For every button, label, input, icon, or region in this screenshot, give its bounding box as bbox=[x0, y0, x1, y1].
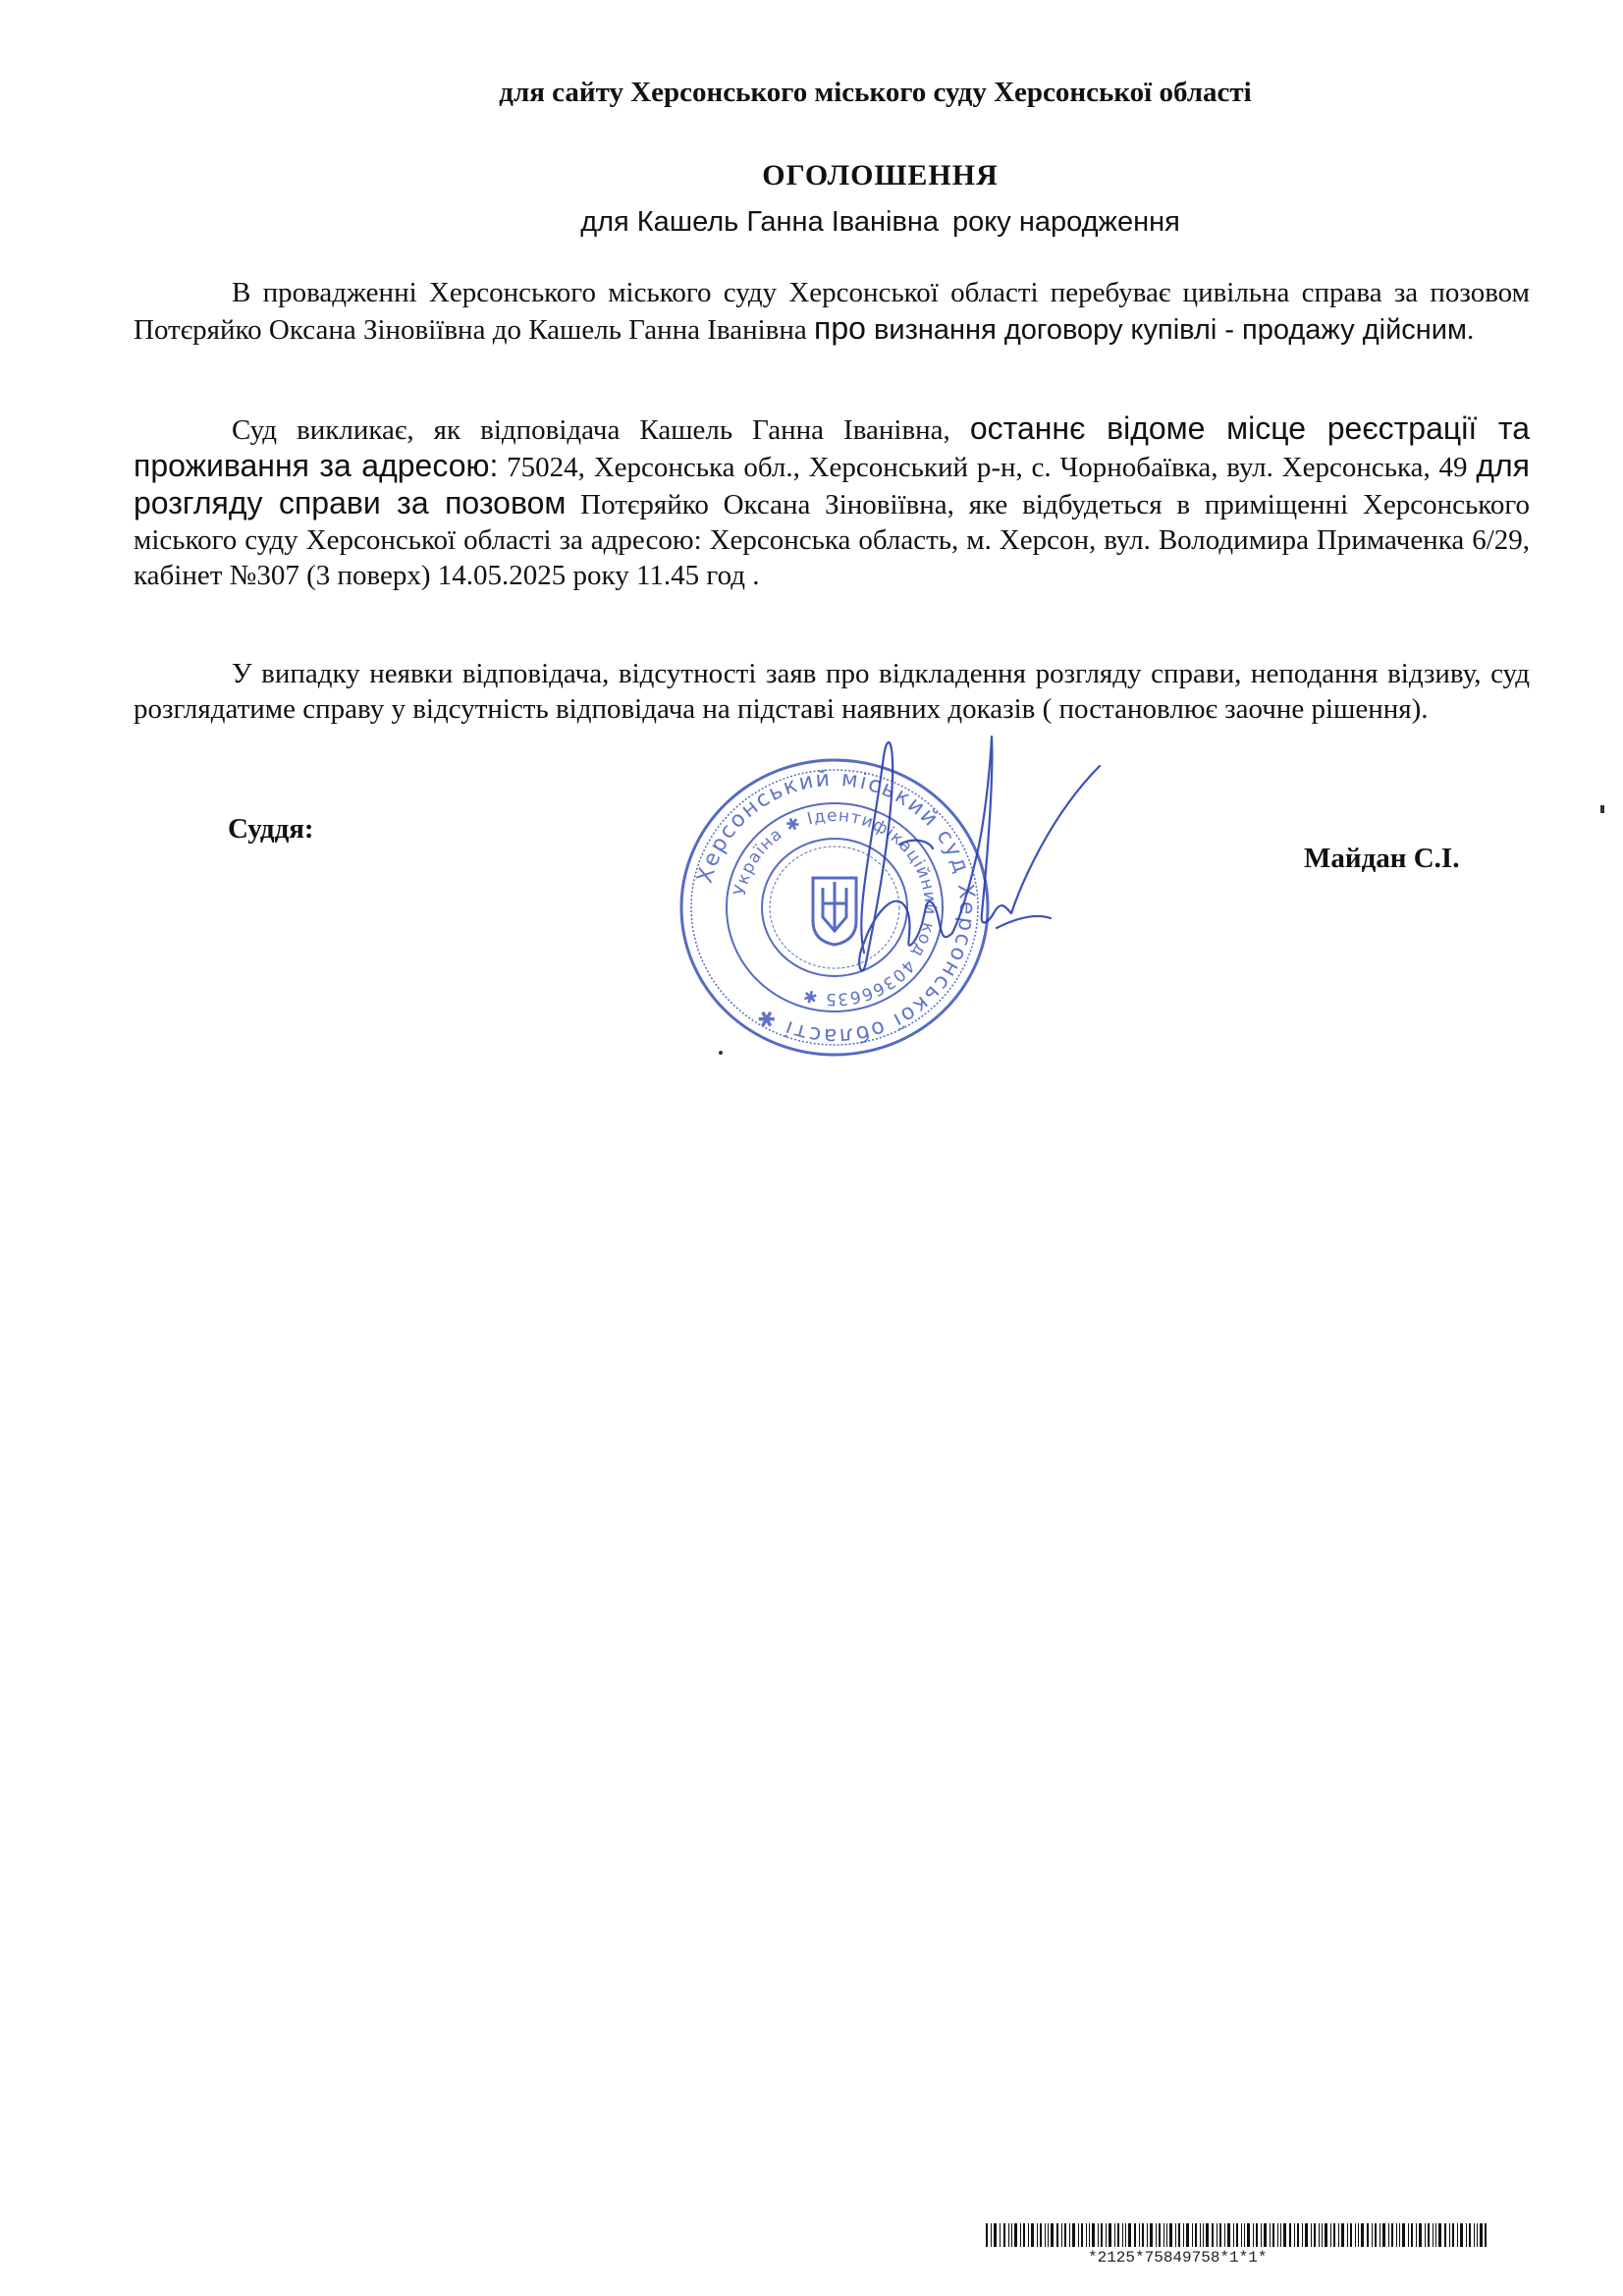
document-subtitle bbox=[0, 206, 1623, 239]
paragraph-text: У випадку неявки відповідача, відсутності заяв про відкладення розгляду справи, неподання відзиву, суд розглядатиме справу у відсутність відповідача на підставі наявних доказів ( постановлює заочне рішення). bbox=[134, 658, 1530, 725]
judge-signature bbox=[805, 717, 1129, 1011]
paragraph-text: 75024, Херсонська обл., Херсонський р-н, с. Чорнобаївка, вул. Херсонська, 49 bbox=[498, 452, 1477, 483]
barcode-number: *2125*75849758*1*1* bbox=[1088, 2249, 1268, 2267]
paragraph-text: Суд викликає, як відповідача Кашель Ганна Іванівна, bbox=[232, 414, 970, 446]
paragraph-text: В провадженні Херсонського міського суду Херсонської області перебуває цивільна справа за позовом Потєряйко Оксана Зіновіївна до Кашель Ганна Іванівна bbox=[134, 277, 1530, 346]
judge-name: Майдан С.І. bbox=[1304, 843, 1460, 874]
paragraph-text: Потєряйко Оксана Зіновіївна, яке відбудеться в приміщенні Херсонського міського суду Херсонської області за адресою: Херсонська область, м. Херсон, вул. Володимира Примаченка 6/29, кабінет №307 (3 поверх) 14.05.2025 року 11.45 год . bbox=[134, 489, 1531, 591]
paragraph-text: . bbox=[1466, 314, 1475, 346]
svg-text:Україна ✱ Ідентифікаційний код: Україна ✱ Ідентифікаційний код 40366635 ✱ bbox=[730, 805, 941, 1010]
scan-speck bbox=[1600, 805, 1604, 813]
document-header: для сайту Херсонського міського суду Херсонської області bbox=[499, 77, 1252, 108]
paragraph-text: визнання договору купівлі - продажу дійсним bbox=[865, 314, 1467, 346]
paragraph-case-info bbox=[134, 275, 1530, 357]
document-title: ОГОЛОШЕННЯ bbox=[762, 159, 999, 191]
paragraph-text: для розгляду справи за позовом bbox=[134, 448, 1530, 520]
judge-label: Суддя: bbox=[228, 813, 314, 845]
document-barcode bbox=[986, 2223, 1487, 2247]
paragraph-text: про bbox=[814, 310, 866, 346]
scan-speck bbox=[719, 1051, 723, 1055]
paragraph-text: останнє відоме місце реєстрації та проживання за адресою: bbox=[134, 410, 1531, 483]
svg-text:Херсонський міський суд Херсон: Херсонський міський суд Херсонської області ✱ bbox=[692, 766, 980, 1049]
subtitle-birth-year-label: року народження bbox=[952, 206, 1180, 238]
subtitle-addressee: для Кашель Ганна Іванівна bbox=[580, 206, 940, 238]
paragraph-summons bbox=[134, 410, 1530, 603]
